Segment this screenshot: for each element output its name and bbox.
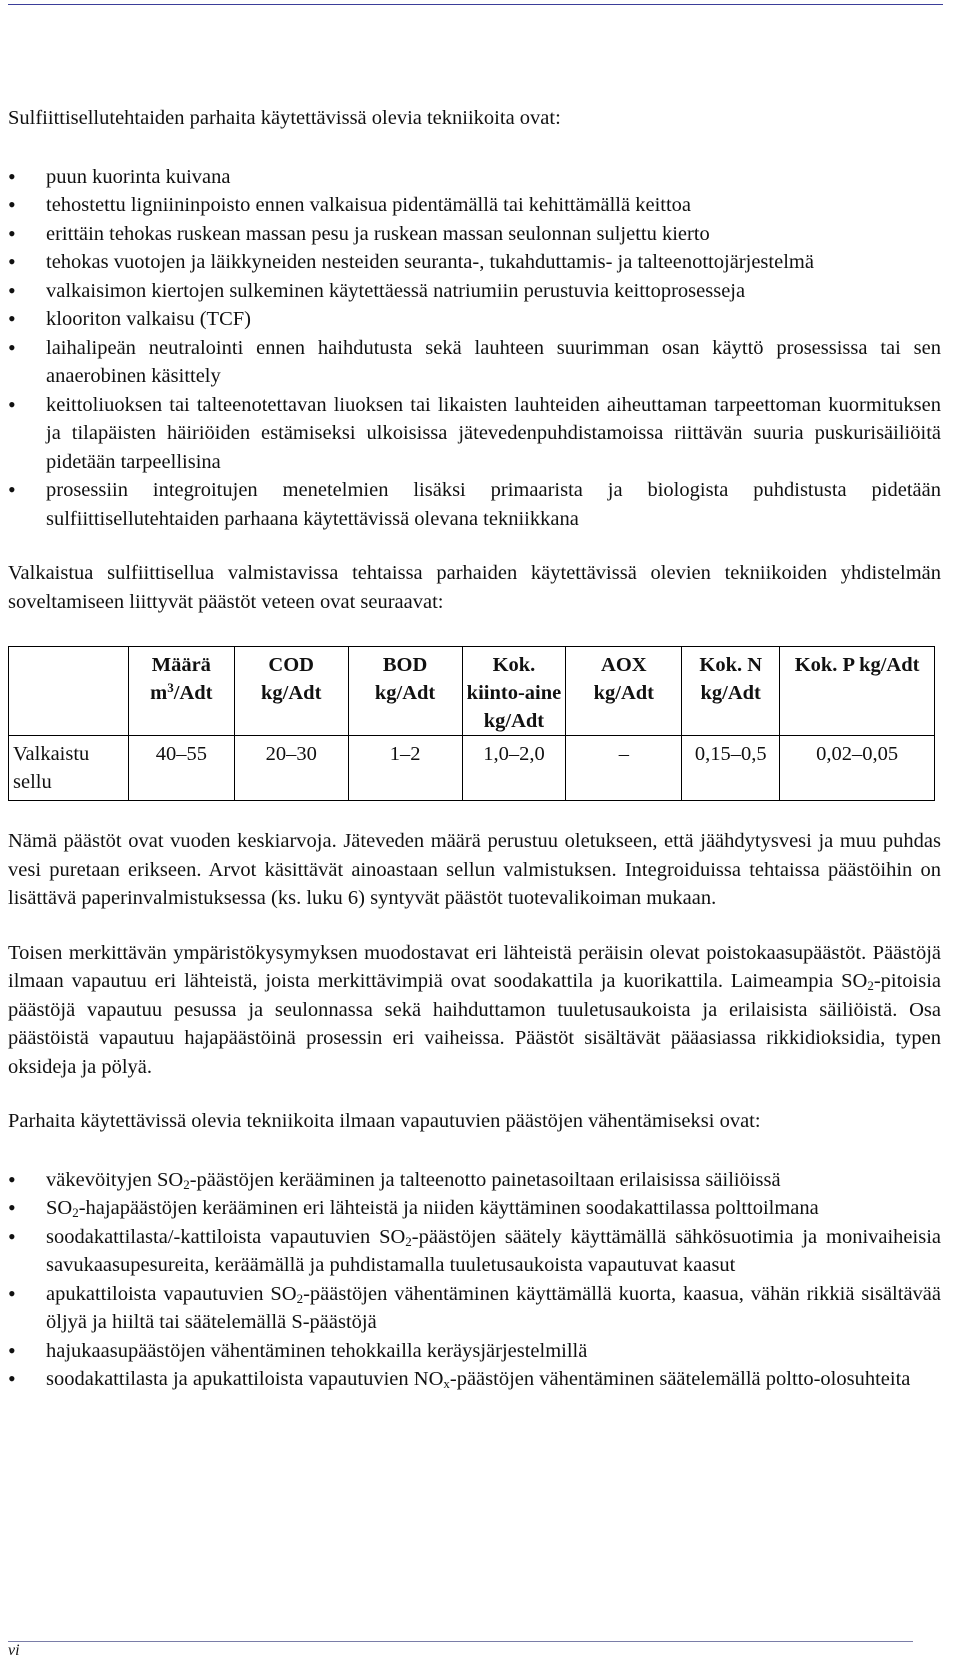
air-emissions-paragraph: Toisen merkittävän ympäristökysymyksen muodostavat eri lähteistä peräisin olevat poistokaasupäästöt. Päästöjä ilmaan vapautuu eri lähteistä, joista merkittävimpiä ovat soodakattila ja kuorikattila. Laimeampia $SO_2$-pitoisia päästöjä vapautuu pesussa ja seulonnassa sekä haihduttamon tuuletusaukoista ja erilaisista säiliöistä. Osa päästöistä vapautuu hajapäästöinä prosessin eri vaiheissa. Päästöt sisältävät pääasiassa rikkidioksidia, typen oksideja ja pölyä. (8, 941, 941, 1078)
column-header-tss: Kok. kiinto-aine kg/Adt (462, 647, 566, 736)
list-item: • erittäin tehokas ruskean massan pesu ja ruskean massan seulonnan suljettu kierto (8, 220, 941, 249)
air-bat-intro: Parhaita käytettävissä olevia tekniikoita ilmaan vapautuvien päästöjen vähentämiseksi ovat: (8, 1110, 761, 1132)
list-item: • soodakattilasta/-kattiloista vapautuvien $SO_2$-päästöjen säätely käyttämällä sähkösuotimia ja monivaiheisia savukaasupesureita, keräämällä ja puhdistamalla tuuletusaukoista vapautuvat kaasut (8, 1223, 941, 1280)
list-item: • prosessiin integroitujen menetelmien lisäksi primaarista ja biologista puhdistusta pidetään sulfiittisellutehtaiden parhaana käytettävissä olevana tekniikkana (8, 476, 941, 533)
header-rule (8, 4, 943, 5)
footer-rule (8, 1641, 913, 1642)
column-header-cod: COD kg/Adt (234, 647, 348, 736)
post-table-paragraph: Nämä päästöt ovat vuoden keskiarvoja. Jäteveden määrä perustuu oletukseen, että jäähdytysvesi ja muu puhdas vesi puretaan erikseen. Arvot käsittävät ainoastaan sellun valmistuksen. Integroiduissa tehtaissa päästöihin on lisättävä paperinvalmistuksessa (ks. luku 6) syntyvät päästöt tuotevalikoiman mukaan. (8, 830, 941, 909)
list-item: • hajukaasupäästöjen vähentäminen tehokkailla keräysjärjestelmillä (8, 1337, 941, 1366)
row-label: Valkaistu sellu (9, 736, 129, 801)
intro-text: Sulfiittisellutehtaiden parhaita käytettävissä olevia tekniikoita ovat: (8, 107, 561, 129)
column-header-aox: AOX kg/Adt (566, 647, 682, 736)
list-item: • väkevöityjen $SO_2$-päästöjen kerääminen ja talteenotto painetasoiltaan erilaisissa säiliöissä (8, 1166, 941, 1195)
table-cell: 1–2 (348, 736, 462, 801)
page-number: vi (8, 1642, 20, 1659)
table-row (9, 736, 935, 801)
emissions-table (8, 646, 935, 801)
table-cell: 0,02–0,05 (780, 736, 935, 801)
list-item: • klooriton valkaisu (TCF) (8, 305, 941, 334)
list-item: • $SO_2$-hajapäästöjen kerääminen eri lähteistä ja niiden käyttäminen soodakattilassa polttoilmana (8, 1194, 941, 1223)
table-corner-cell (9, 647, 129, 736)
list-item: • valkaisimon kiertojen sulkeminen käytettäessä natriumiin perustuvia keittoprosesseja (8, 277, 941, 306)
list-item: • tehokas vuotojen ja läikkyneiden nesteiden seuranta-, tukahduttamis- ja talteenottojärjestelmä (8, 248, 941, 277)
table-cell: 0,15–0,5 (682, 736, 780, 801)
column-header-bod: BOD kg/Adt (348, 647, 462, 736)
document-body (8, 104, 941, 1394)
list-item: • keittoliuoksen tai talteenotettavan liuoksen tai likaisten lauhteiden aiheuttaman tarpeettoman kuormituksen ja tilapäisten häiriöiden estämiseksi ulkoisissa jätevedenpuhdistamoissa riittävän suuria puskurisäiliöitä pidetään tarpeellisina (8, 391, 941, 477)
column-header-total-n: Kok. N kg/Adt (682, 647, 780, 736)
column-header-total-p: Kok. P kg/Adt (780, 647, 935, 736)
list-item: • apukattiloista vapautuvien $SO_2$-päästöjen vähentäminen käyttämällä kuorta, kaasua, vähän rikkiä sisältävää öljyä ja hiiltä tai säätelemällä S-päästöjä (8, 1280, 941, 1337)
table-header-row (9, 647, 935, 736)
column-header-volume: Määrä $m^3$/Adt (128, 647, 234, 736)
air-bat-list (8, 1166, 941, 1394)
table-cell: 20–30 (234, 736, 348, 801)
table-cell: – (566, 736, 682, 801)
list-item: • puun kuorinta kuivana (8, 163, 941, 192)
table-intro-text: Valkaistua sulfiittisellua valmistavissa tehtaissa parhaiden käytettävissä olevien tekniikoiden yhdistelmän soveltamiseen liittyvät päästöt veteen ovat seuraavat: (8, 562, 941, 613)
table-cell: 1,0–2,0 (462, 736, 566, 801)
list-item: • laihalipeän neutralointi ennen haihdutusta sekä lauhteen suurimman osan käyttö prosessissa tai sen anaerobinen käsittely (8, 334, 941, 391)
list-item: • soodakattilasta ja apukattiloista vapautuvien $NO_x$-päästöjen vähentäminen säätelemällä poltto-olosuhteita (8, 1365, 941, 1394)
table-cell: 40–55 (128, 736, 234, 801)
wastewater-bat-list (8, 163, 941, 534)
list-item: • tehostettu ligniininpoisto ennen valkaisua pidentämällä tai kehittämällä keittoa (8, 191, 941, 220)
